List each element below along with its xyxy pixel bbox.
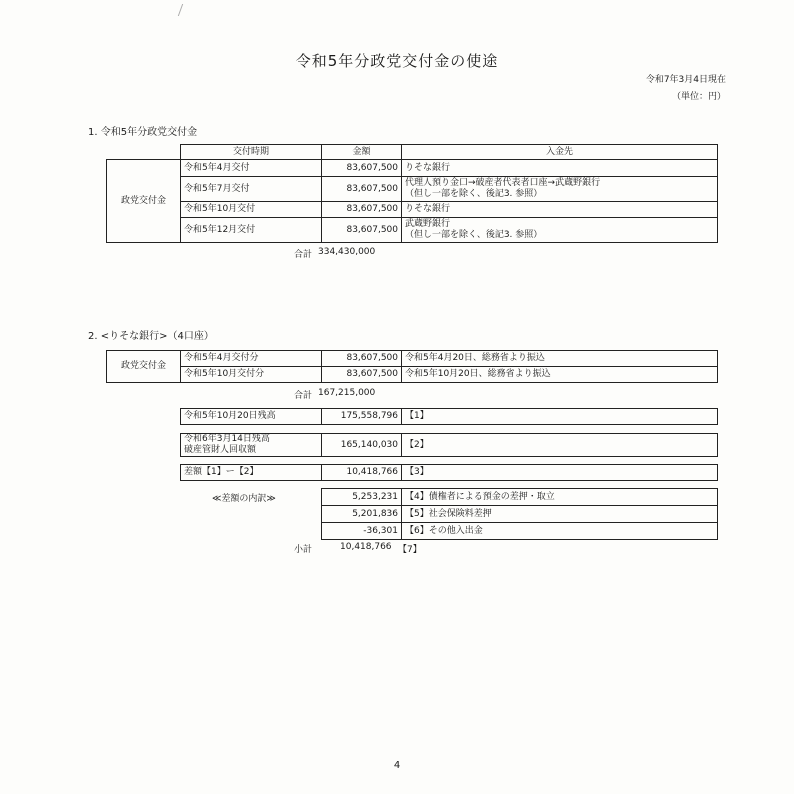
- amount-cell: 83,607,500: [322, 177, 402, 202]
- table-row: [107, 160, 718, 177]
- breakdown-note: 【5】社会保険料差押: [402, 506, 718, 523]
- category-cell: 政党交付金: [107, 351, 181, 383]
- period-cell: 令和5年10月交付: [181, 202, 322, 218]
- breakdown-label: ≪差額の内訳≫: [212, 494, 276, 504]
- page-title: 令和5年分政党交付金の使途: [295, 52, 499, 70]
- header-amount: 金額: [322, 145, 402, 160]
- balance-label-line: 令和6年3月14日残高: [184, 434, 270, 444]
- period-cell: 令和5年10月交付分: [181, 367, 322, 383]
- destination-cell: [402, 202, 718, 218]
- destination-line: りそな銀行: [405, 204, 451, 214]
- breakdown-amount: 5,201,836: [322, 506, 402, 523]
- table-row: [107, 177, 718, 202]
- header-period: 交付時期: [181, 145, 322, 160]
- difference-table: [180, 464, 718, 481]
- breakdown-amount: 5,253,231: [322, 489, 402, 506]
- section2-total-value: 167,215,000: [318, 388, 376, 398]
- balance-tag: 【2】: [402, 434, 718, 457]
- period-cell: 令和5年4月交付分: [181, 351, 322, 367]
- as-of-date: 令和7年3月4日現在: [645, 75, 726, 85]
- header-destination: 入金先: [402, 145, 718, 160]
- section1-total-value: 334,430,000: [318, 247, 376, 257]
- section1-header-row: [107, 145, 718, 160]
- amount-cell: 83,607,500: [322, 202, 402, 218]
- balance-amount: 175,558,796: [322, 409, 402, 425]
- table-row: [322, 523, 718, 540]
- section2-table: [106, 350, 718, 383]
- scan-mark: [178, 4, 189, 16]
- period-cell: 令和5年7月交付: [181, 177, 322, 202]
- page-number: 4: [393, 760, 401, 771]
- difference-label: 差額【1】ー【2】: [181, 465, 322, 481]
- difference-tag: 【3】: [402, 465, 718, 481]
- section2-heading: 2. <りそな銀行>（4口座）: [88, 331, 214, 342]
- section1-table: [106, 144, 718, 243]
- amount-cell: 83,607,500: [322, 351, 402, 367]
- destination-cell: [402, 177, 718, 202]
- amount-cell: 83,607,500: [322, 218, 402, 243]
- destination-line: 武蔵野銀行: [405, 219, 451, 229]
- note-cell: 令和5年4月20日、総務省より振込: [402, 351, 718, 367]
- destination-cell: [402, 160, 718, 177]
- difference-amount: 10,418,766: [322, 465, 402, 481]
- balance-tag: 【1】: [402, 409, 718, 425]
- table-row: [107, 351, 718, 367]
- category-cell: 政党交付金: [107, 160, 181, 243]
- breakdown-note: 【6】その他入出金: [402, 523, 718, 540]
- table-row: [322, 506, 718, 523]
- balance-label: 令和5年10月20日残高: [181, 409, 322, 425]
- destination-line: りそな銀行: [405, 162, 451, 173]
- amount-cell: 83,607,500: [322, 367, 402, 383]
- destination-line: 代理人預り金口→破産者代表者口座→武蔵野銀行: [405, 178, 601, 188]
- table-row: [107, 202, 718, 218]
- subtotal-value: 10,418,766: [340, 542, 392, 552]
- period-cell: 令和5年4月交付: [181, 160, 322, 177]
- note-cell: 令和5年10月20日、総務省より振込: [402, 367, 718, 383]
- destination-note: （但し一部を除く、後記3. 参照）: [405, 230, 543, 240]
- unit-label: （単位：円）: [671, 92, 726, 102]
- table-row: [181, 409, 718, 425]
- section1-heading: 1. 令和5年分政党交付金: [88, 127, 198, 138]
- table-row: [181, 434, 718, 457]
- breakdown-table: [321, 488, 718, 540]
- table-row: [322, 489, 718, 506]
- destination-cell: [402, 218, 718, 243]
- balance-table-1: [180, 408, 718, 425]
- destination-note: （但し一部を除く、後記3. 参照）: [405, 189, 543, 199]
- balance-label-line: 破産管財人回収額: [184, 445, 257, 455]
- subtotal-tag: 【7】: [398, 545, 422, 555]
- balance-table-2: [180, 433, 718, 457]
- table-row: [107, 218, 718, 243]
- table-row: [107, 367, 718, 383]
- subtotal-label: 小計: [294, 545, 313, 555]
- amount-cell: 83,607,500: [322, 160, 402, 177]
- breakdown-note: 【4】債権者による預金の差押・取立: [402, 489, 718, 506]
- period-cell: 令和5年12月交付: [181, 218, 322, 243]
- breakdown-amount: -36,301: [322, 523, 402, 540]
- table-row: [181, 465, 718, 481]
- balance-label: [181, 434, 322, 457]
- section2-total-label: 合計: [294, 391, 313, 401]
- section1-total-label: 合計: [294, 250, 313, 260]
- balance-amount: 165,140,030: [322, 434, 402, 457]
